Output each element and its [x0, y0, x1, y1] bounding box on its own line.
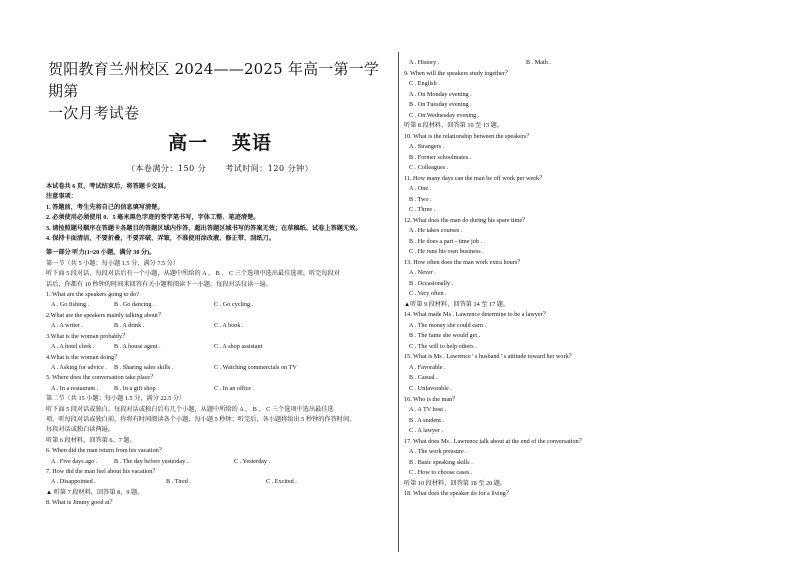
instruction-line: 2. 必须使用必须使用 0．5 毫米黑色字迹的签字笔书写，字体工整、笔迹清楚。	[46, 214, 260, 222]
instruction-line: 注意事项：	[46, 193, 77, 201]
exam-title	[48, 58, 394, 124]
question-line: 15. What is Ms . Lawrence ' s husband ' s attitude toward her work？	[404, 353, 575, 361]
option-a: A . Go fishing .	[51, 301, 90, 309]
answer-option: B . Occasionally .	[409, 279, 454, 287]
option-b: B . Tired .	[166, 478, 191, 486]
option-c: C . Watching commercials on TV	[214, 363, 297, 371]
question-line: 13. How often does the man work extra hours？	[404, 258, 524, 266]
option-a: A . Disappointed .	[51, 478, 96, 486]
question-stem: 7. How did the man feel about his vacation？	[46, 467, 159, 475]
section2-heading: 第二节（共 15 小题；每小题 1.5 分，满分 22.5 分）	[46, 395, 186, 403]
instruction-line: 4. 保持卡面清洁，不要折叠，不要弄破、弄皱，不准使用涂改液、修正带、刮纸刀。	[46, 235, 275, 243]
option-a: A . Asking for advice .	[51, 363, 107, 371]
answer-option: B . On Tuesday evening .	[409, 101, 472, 109]
option-a: A . History .	[409, 59, 440, 66]
section1-desc: 话后，你都有 10 秒钟的时间来回答有关小题和阅读下一小题。每段对话仅读一遍。	[46, 280, 272, 288]
option-b: B . A drink .	[114, 322, 145, 330]
answer-option: A . Strangers .	[409, 143, 445, 151]
section2-desc: 项。听每段对话或独白前，你将有时间阅读各个小题，每小题 5 秒钟；听完后，各小题将给出 5 秒钟的作答时间。	[46, 415, 356, 423]
option-b: B . In a gift shop .	[114, 384, 159, 392]
answer-option: A . The work pressure .	[409, 448, 467, 456]
answer-option: A . Favorable .	[409, 363, 446, 371]
option-b: B . Go dancing .	[114, 301, 155, 309]
answer-option: A . The money she could earn .	[409, 321, 487, 329]
question-stem: 4.What is the woman doing？	[46, 353, 121, 361]
option-c: C . A shop assistant	[214, 343, 263, 351]
subject-heading	[46, 128, 394, 155]
answer-option: C . The will to help others .	[409, 342, 477, 350]
answer-option: B . Casual .	[409, 374, 438, 382]
question-options	[46, 363, 394, 373]
answer-option: B . Two .	[409, 195, 432, 203]
answer-option: A . He takes courses .	[409, 227, 463, 235]
question-stem: 8. What is Jimmy good at？	[46, 499, 116, 507]
answer-option: B . The fame she would get .	[409, 332, 481, 340]
answer-option: C . A lawyer .	[409, 427, 444, 435]
question-options	[46, 477, 394, 487]
question-line: 听第 8 段材料，回答第 10 至 13 题。	[404, 122, 503, 130]
answer-option: A . Never .	[409, 269, 436, 277]
instruction-line: 1. 答题前，考生先将自己的信息填写清楚。	[46, 203, 164, 211]
answer-option: C . Colleagues .	[409, 164, 449, 172]
answer-option: B . Basic speaking skills .	[409, 458, 473, 466]
question-stem: 5. Where does the conversation take place？	[46, 374, 157, 382]
question-options	[46, 457, 394, 467]
answer-option: B . Former schoolmates .	[409, 153, 472, 161]
exam-meta	[46, 163, 394, 174]
answer-option: A . On Monday evening .	[409, 90, 472, 98]
answer-option: C . Unfavorable .	[409, 384, 452, 392]
option-c: C . Go cycling .	[214, 301, 254, 309]
question-line: 17. What does Ms . Lawrence talk about at the end of the conversation？	[404, 437, 585, 445]
answer-option: B . A student .	[409, 416, 445, 424]
question-line: 11. How many days can the man be off work per week？	[404, 174, 546, 182]
question-line: 18. What does the speaker do for a living？	[404, 490, 512, 498]
question-options	[46, 300, 394, 310]
section2-desc: 每段对话或独白读两遍。	[46, 426, 115, 434]
question-line: 16. Who is the man？	[404, 395, 459, 403]
listening-prompt: ▲ 听第 7 段材料，回答第 8、9 题。	[46, 488, 144, 496]
option-c: C . Excited .	[266, 478, 297, 486]
instruction-line: 本试卷共 6 页，考试结束后，将答题卡交回。	[46, 183, 170, 190]
part1-heading: 第一部分 听力(1~20 小题，满分 30 分)。	[46, 249, 156, 257]
column-divider	[398, 52, 399, 552]
answer-option: C . On Wednesday evening .	[409, 111, 480, 119]
option-a: A . In a restaurant .	[51, 384, 99, 392]
left-column	[46, 58, 394, 509]
question-stem: 2.What are the speakers mainly talking about？	[46, 311, 165, 319]
option-a: A . A hotel clerk .	[51, 343, 95, 351]
exam-title-line1: 贺阳教育兰州校区 2024——2025 年高一第一学期第	[48, 60, 380, 100]
grade-label: 高一	[168, 132, 209, 154]
question-line: 9. When will the speakers study together？	[404, 69, 511, 77]
option-c: C . Yesterday .	[234, 457, 271, 465]
question-line: 听第 10 段材料，回答第 18 至 20 题。	[404, 479, 507, 487]
question-line: 12. What does the man do during his spare time？	[404, 216, 529, 224]
answer-option: C . How to choose cases .	[409, 469, 473, 477]
option-b: B . The day before yesterday .	[114, 457, 189, 465]
listening-prompt: 听第 6 段材料，回答第 6、7 题。	[46, 436, 136, 444]
answer-option	[404, 58, 774, 69]
score-info: （本卷满分：150 分	[126, 164, 207, 173]
answer-option: A . A TV host .	[409, 406, 447, 414]
answer-option: A . One .	[409, 185, 432, 193]
answer-option: C . Three .	[409, 206, 436, 214]
question-stem: 6. When did the man return from his vacation？	[46, 447, 165, 455]
exam-title-line2: 一次月考试卷	[48, 104, 140, 122]
time-info: 考试时间：120 分钟）	[225, 164, 314, 173]
question-line: 14. What made Ms . Lawrence determine to be a lawyer？	[404, 311, 549, 319]
question-options	[46, 321, 394, 331]
question-stem: 3.What is the woman probably？	[46, 332, 129, 340]
answer-option: C . Very often .	[409, 290, 447, 298]
option-a: A . A writer .	[51, 322, 83, 330]
subject-label: 英语	[231, 132, 272, 154]
option-c: C . A book .	[214, 322, 244, 330]
option-a: A . Five days ago .	[51, 457, 98, 465]
option-b: B . A house agent .	[114, 343, 161, 351]
question-stem: 1. What are the speakers going to do?	[46, 291, 140, 299]
right-column	[404, 58, 774, 500]
answer-option: C . He runs his own business .	[409, 248, 484, 256]
section2-desc: 听下面 5 段对话或独白。每段对话或独白后有几个小题，从题中所给的 A 、 B 、 C 三个选项中选出最佳选	[46, 405, 334, 413]
answer-option: B . He does a part - time job .	[409, 237, 483, 245]
question-group-2	[46, 446, 394, 488]
question-line: ▲听第 9 段材料，回答第 14 至 17 题。	[404, 300, 510, 308]
answer-option: C . English .	[409, 80, 440, 88]
option-b: B . Sharing sales skills .	[114, 363, 174, 371]
section1-heading: 第一节（共 5 小题；每小题 1.5 分，满分 7.5 分）	[46, 259, 180, 267]
question-group-1	[46, 290, 394, 394]
option-c: C . In an office .	[214, 384, 255, 392]
instructions	[46, 182, 394, 244]
section1-desc: 听下面 5 段对话，每段对话后有一个小题，从题中所给的 A 、 B 、 C 三个选项中选出最佳选项。听完每段对	[46, 270, 340, 278]
instruction-line: 3. 请按照题号顺序在答题卡各题目的答题区域内作答，超出答题区域书写的答案无效；在草稿纸、试卷上答题无效。	[46, 224, 362, 232]
option-b: B . Math .	[526, 59, 551, 66]
question-options	[46, 384, 394, 394]
question-options	[46, 342, 394, 352]
question-line: 10. What is the relationship between the speakers？	[404, 132, 533, 140]
